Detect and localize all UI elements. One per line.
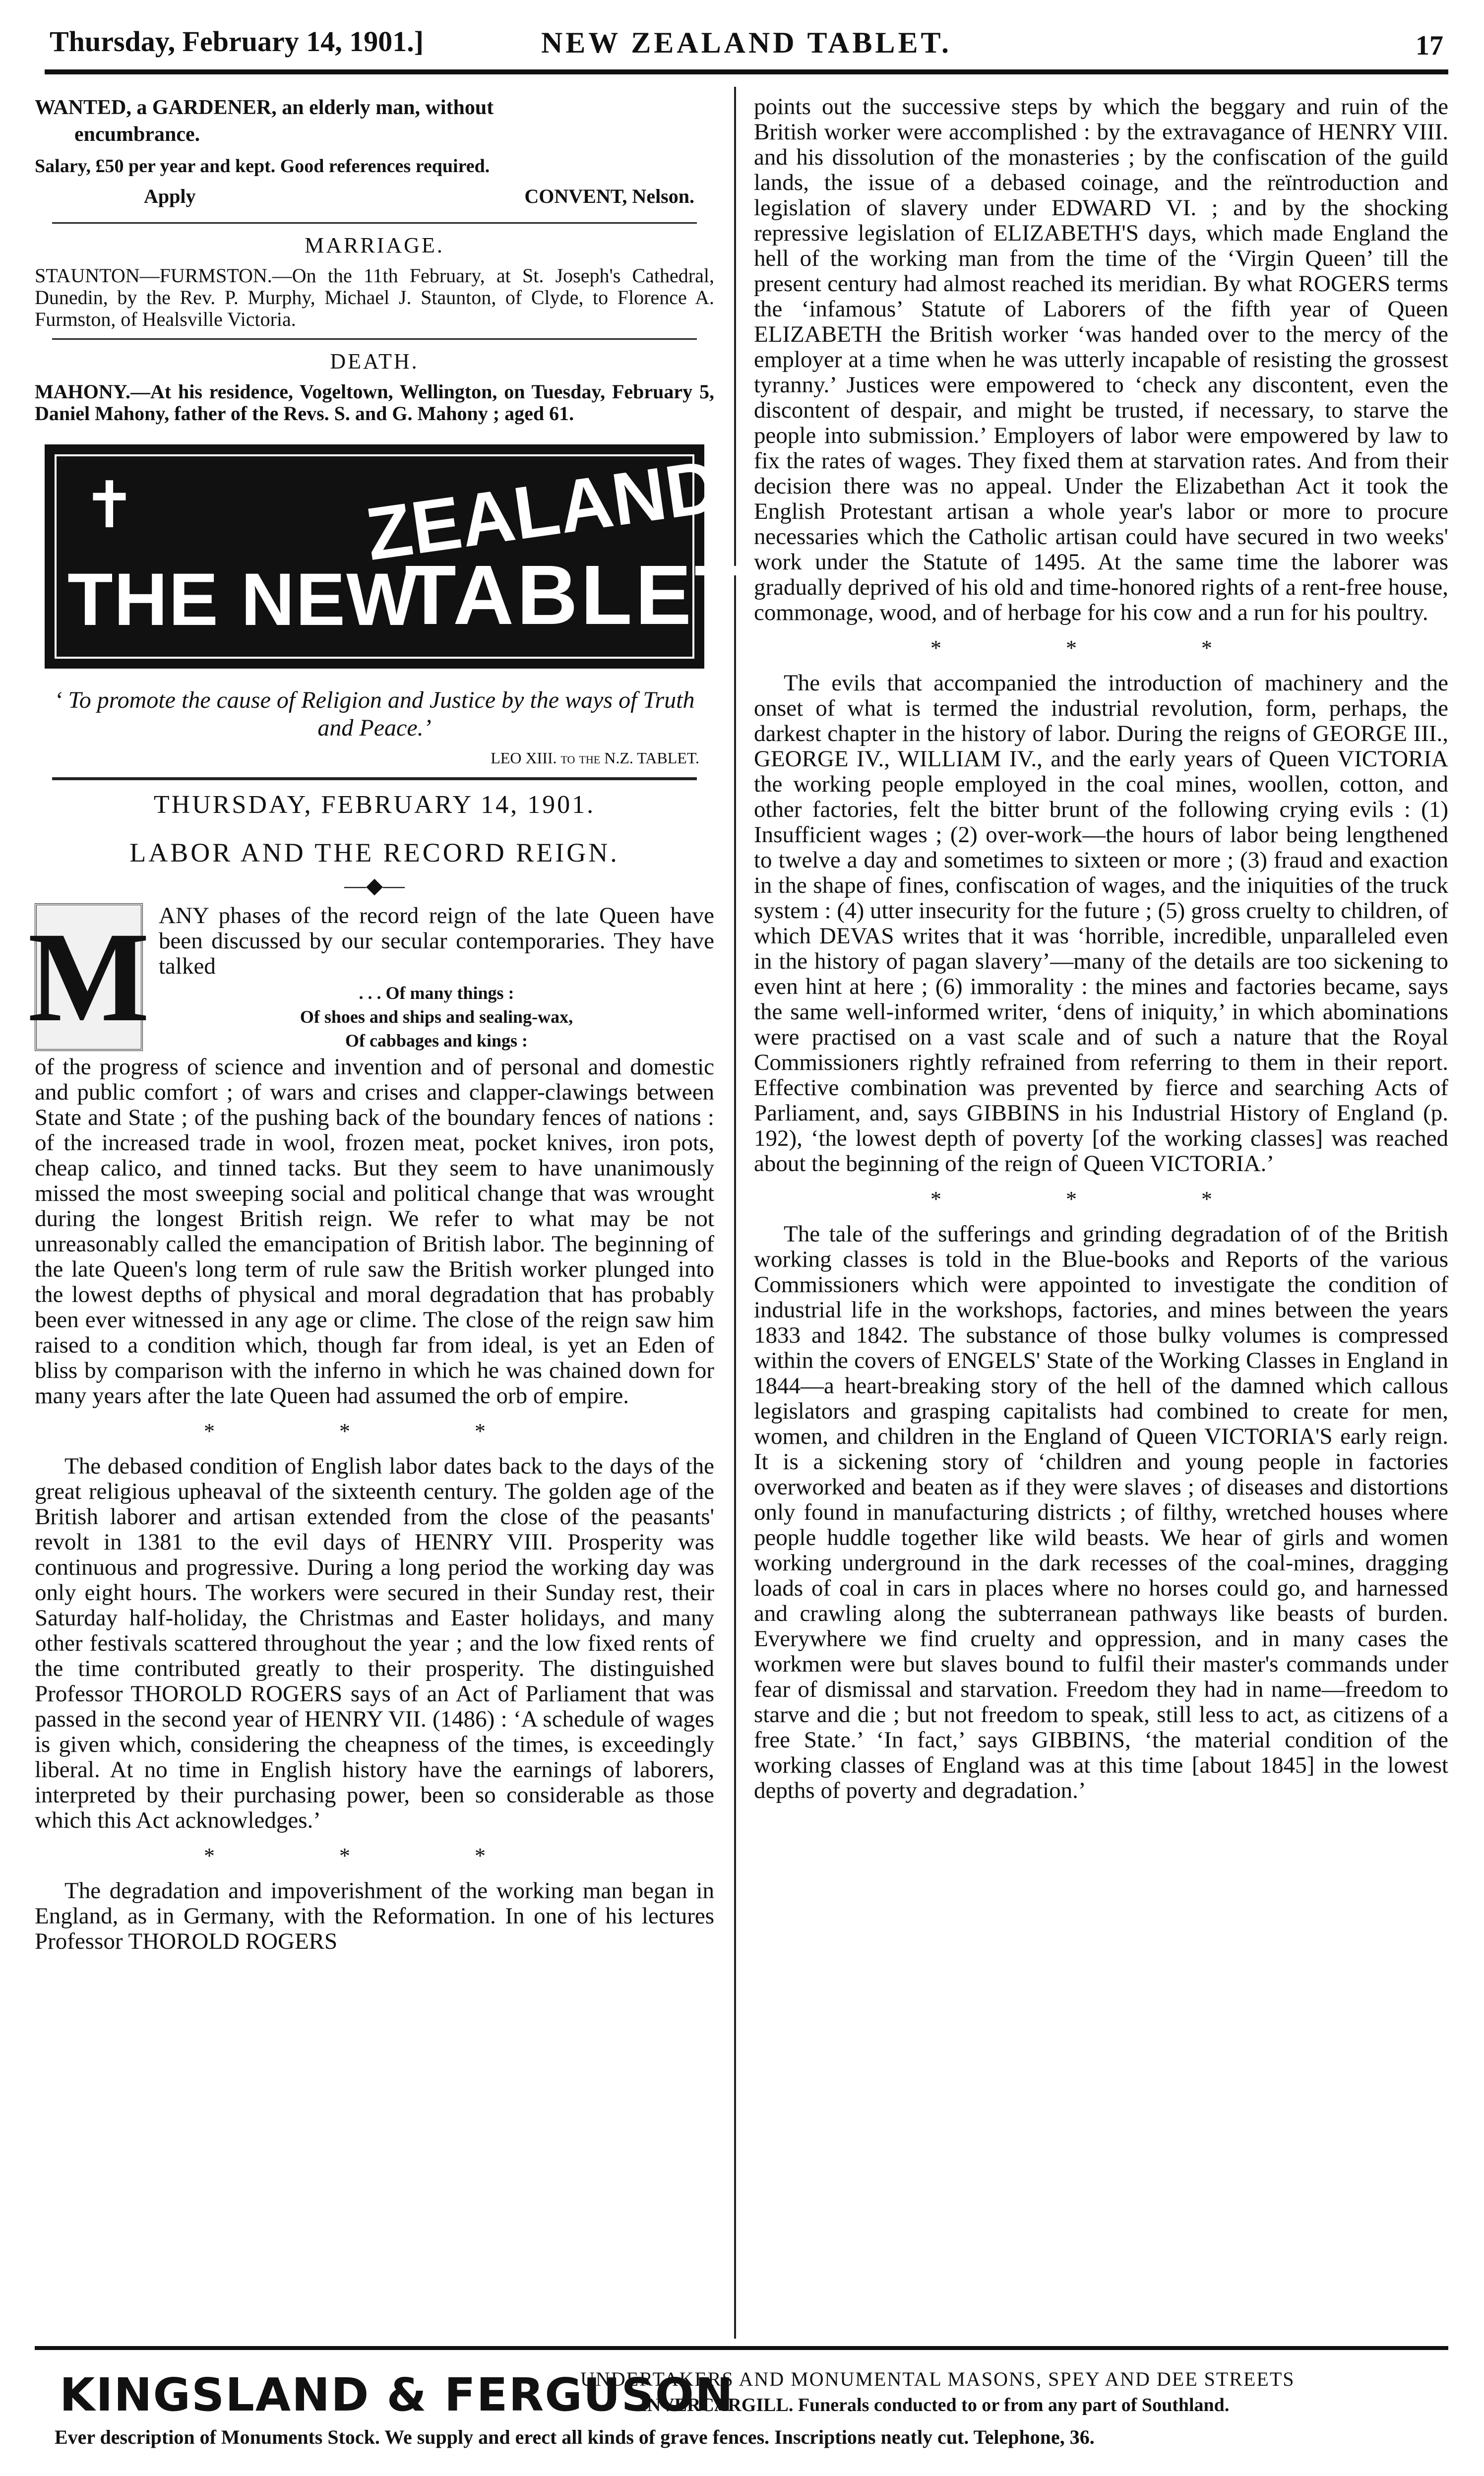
death-text: MAHONY.—At his residence, Vogeltown, Wellington, on Tuesday, February 5, Daniel Mahony, father of the Revs. S. and G. Mahony ; aged 61. — [35, 380, 714, 425]
dropcap-frame — [28, 903, 150, 1052]
section-stars: * * * — [204, 1844, 545, 1868]
dropcap-letter: M — [35, 903, 143, 1051]
banner-word-zealand: ZEALAND — [361, 443, 725, 576]
footer-services: Ever description of Monuments Stock. We supply and erect all kinds of grave fences. Inscriptions neatly cut. Telephone, 36. — [55, 2426, 1095, 2448]
wanted-apply: Apply — [144, 185, 196, 207]
footer-firm-name: KINGSLAND & FERGUSON — [60, 2368, 734, 2421]
verse-line1: . . . Of many things : — [359, 983, 514, 1003]
intro-text: ANY phases of the record reign of the late Queen have been discussed by our secular contemporaries. They have talked — [159, 903, 714, 979]
masthead-banner — [45, 443, 749, 669]
banner-word-tablet: TABLET — [405, 548, 749, 642]
article-intro — [28, 903, 714, 1054]
verse-line2: Of shoes and ships and sealing-wax, — [300, 1007, 573, 1027]
motto-attribution: LEO XIII. to the N.Z. TABLET. — [491, 749, 699, 767]
marriage-text: STAUNTON—FURMSTON.—On the 11th February, at St. Joseph's Cathedral, Dunedin, by the Rev. P. Murphy, Michael J. Staunton, of Clyde, to Florence A. Furmston, of Healsville Victoria. — [35, 264, 714, 330]
footer-rule — [35, 2346, 1448, 2350]
marriage-heading: MARRIAGE. — [305, 233, 444, 257]
paragraph-4: points out the successive steps by which the beggary and ruin of the British worker were accomplished : by the extravagance of HENRY VIII. and his dissolution of the monasteries ; by the confiscation of the guild lands, the issue of a debased coinage, and the reïntroduction and legislation of slavery under EDWARD VI. ; and by the shocking repressive legislation of ELIZABETH'S days, which made England the hell of the working man from the time of the ‘Virgin Queen’ till the present century had almost reached its meridian. By what ROGERS terms the ‘infamous’ Statute of Laborers of the fifth year of Queen ELIZABETH the British worker ‘was handed over to the mercy of the employer at a time when he was utterly incapable of resisting the grossest tyranny.’ Justices were empowered to ‘check any discontent, even the discontent of despair, and might be trusted, if necessary, to starve the people into submission.’ Employers of labor were empowered by law to fix the rates of wages. They fixed them at starvation rates. And from their decision there was no appeal. Under the Elizabethan Act it took the English Protestant artisan a whole year's labor or more to procure necessaries which the Catholic artisan could have secured in two weeks' work under the Statute of 1495. At the same time the laborer was gradually deprived of his old and time-honored rights of a rent-free house, commonage, wood, and of herbage for his cow and a run for his poultry. — [754, 94, 1448, 625]
cross-icon: ✝ — [82, 467, 136, 543]
wanted-convent: CONVENT, Nelson. — [524, 185, 694, 207]
section-stars: * * * — [204, 1419, 545, 1443]
footer-location: INVERCARGILL. Funerals conducted to or from any part of Southland. — [640, 2395, 1230, 2415]
wanted-line1: WANTED, a GARDENER, an elderly man, without — [35, 96, 494, 119]
banner-word-the-new: THE NEW — [67, 557, 418, 641]
page-number: 17 — [1416, 30, 1443, 61]
right-column — [754, 94, 1448, 1803]
article-title: LABOR AND THE RECORD REIGN. — [129, 838, 619, 867]
section-stars: * * * — [930, 636, 1272, 660]
wanted-ad — [35, 94, 714, 214]
wanted-line2: encumbrance. — [74, 123, 200, 146]
section-stars: * * * — [930, 1187, 1272, 1211]
paragraph-2: The debased condition of English labor dates back to the days of the great religious upheaval of the sixteenth century. The golden age of the British laborer and artisan extended from the close of the peasants' revolt in 1381 to the evil days of HENRY VIII. Prosperity was continuous and progressive. During a long period the working day was only eight hours. The workers were secured in their Sunday rest, their Saturday half-holiday, the Christmas and Easter holidays, and many other festivals scattered throughout the year ; and the low fixed rents of the time contributed greatly to their prosperity. The distinguished Professor THOROLD ROGERS says of an Act of Parliament that was passed in the second year of HENRY VII. (1486) : ‘A schedule of wages is given which, considering the cheapness of the times, is exceedingly liberal. At no time in English history have the earnings of laborers, interpreted by their purchasing power, been so considerable as those which this Act acknowledges.’ — [35, 1453, 714, 1833]
ornament-divider: —◆— — [344, 873, 405, 898]
death-heading: DEATH. — [330, 349, 419, 373]
footer-description: UNDERTAKERS AND MONUMENTAL MASONS, SPEY AND DEE STREETS — [580, 2368, 1295, 2390]
wanted-line3: Salary, £50 per year and kept. Good references required. — [35, 156, 490, 177]
page-header — [45, 25, 1448, 74]
divider — [52, 777, 697, 780]
verse-line3: Of cabbages and kings : — [345, 1031, 528, 1051]
article-dateline: THURSDAY, FEBRUARY 14, 1901. — [153, 791, 596, 819]
header-date: Thursday, February 14, 1901.] — [50, 25, 424, 58]
paragraph-5: The evils that accompanied the introduction of machinery and the onset of what is termed the industrial revolution, form, perhaps, the darkest chapter in the history of labor. During the reigns of GEORGE III., GEORGE IV., WILLIAM IV., and the early years of Queen VICTORIA the working people employed in the coal mines, woollen, cotton, and other factories, felt the bitter brunt of the following crying evils : (1) Insufficient wages ; (2) over-work—the hours of labor being lengthened to twelve a day and sometimes to sixteen or more ; (3) fraud and exaction in the shape of fines, confiscation of wages, and the iniquities of the truck system : (4) utter insecurity for the future ; (5) gross cruelty to children, of which DEVAS writes that it was ‘horrible, incredible, unparalleled even in the history of pagan slavery’—many of the details are too sickening to even hint at here ; (6) immorality : the mines and factories became, says the same well-informed writer, ‘dens of iniquity,’ in which abominations were practised on a vast scale and of such a nature that the Royal Commissioners rightly refrained from referring to them in their report. Effective combination was prevented by fierce and searching Acts of Parliament, and, says GIBBINS in his Industrial History of England (p. 192), ‘the lowest depth of poverty [of the working classes] was reached about the beginning of the reign of Queen VICTORIA.’ — [754, 670, 1448, 1176]
footer-advert — [45, 2358, 1448, 2468]
motto: ‘ To promote the cause of Religion and Justice by the ways of Truth and Peace.’ — [54, 687, 695, 741]
paragraph-1: of the progress of science and invention and of personal and domestic and public comfort ; of wars and crises and clapper-clawings between State and State ; of the pushing back of the boundary fences of nations : of the increased trade in wool, frozen meat, pocket knives, iron pots, cheap calico, and tinned tacks. But they seem to have unanimously missed the most sweeping social and political change that was wrought during the longest British reign. We refer to what may be not unreasonably called the emancipation of British labor. The beginning of the late Queen's long term of rule saw the British worker plunged into the lowest depths of physical and moral degradation that has probably been ever witnessed in any age or clime. The close of the reign saw him raised to a condition which, though far from ideal, is yet an Eden of bliss by comparison with the inferno in which he was chained down for many years after the late Queen had assumed the orb of empire. — [35, 1054, 714, 1409]
divider — [52, 222, 697, 224]
paragraph-6: The tale of the sufferings and grinding degradation of of the British working classes is told in the Blue-books and Reports of the various Commissioners which were appointed to investigate the condition of industrial life in the workshops, factories, and mines between the years 1833 and 1842. The substance of those bulky volumes is compressed within the covers of ENGELS' State of the Working Classes in England in 1844—a heart-breaking story of the hell of the damned which callous legislators and grasping capitalists had combined to create for men, women, and children in the England of Queen VICTORIA'S early reign. It is a sickening story of ‘children and young people in factories overworked and beaten as if they were slaves ; of diseases and distortions only found in manufacturing districts ; of filthy, wretched houses where people huddle together like wild beasts. We hear of girls and women working underground in the dark recesses of the coal-mines, dragging loads of coal in cars in places where no horses could go, and harnessed and crawling along the subterranean pathways like beasts of burden. Everywhere we find cruelty and oppression, and in many cases the workmen were but slaves bound to fulfil their master's commands under fear of dismissal and starvation. Freedom they had in name—freedom to starve and die ; but not freedom to speak, still less to act, as citizens of a free State.’ ‘In fact,’ says GIBBINS, ‘the material condition of the working classes of England was at this time [about 1845] in the lowest depths of poverty and degradation.’ — [754, 1221, 1448, 1803]
column-divider — [734, 87, 736, 2339]
header-title: NEW ZEALAND TABLET. — [541, 26, 952, 59]
paragraph-3: The degradation and impoverishment of the working man began in England, as in Germany, with the Reformation. In one of his lectures Professor THOROLD ROGERS — [35, 1878, 714, 1954]
divider — [52, 338, 697, 340]
left-column — [28, 94, 749, 1954]
wanted-apply-row — [35, 185, 714, 214]
